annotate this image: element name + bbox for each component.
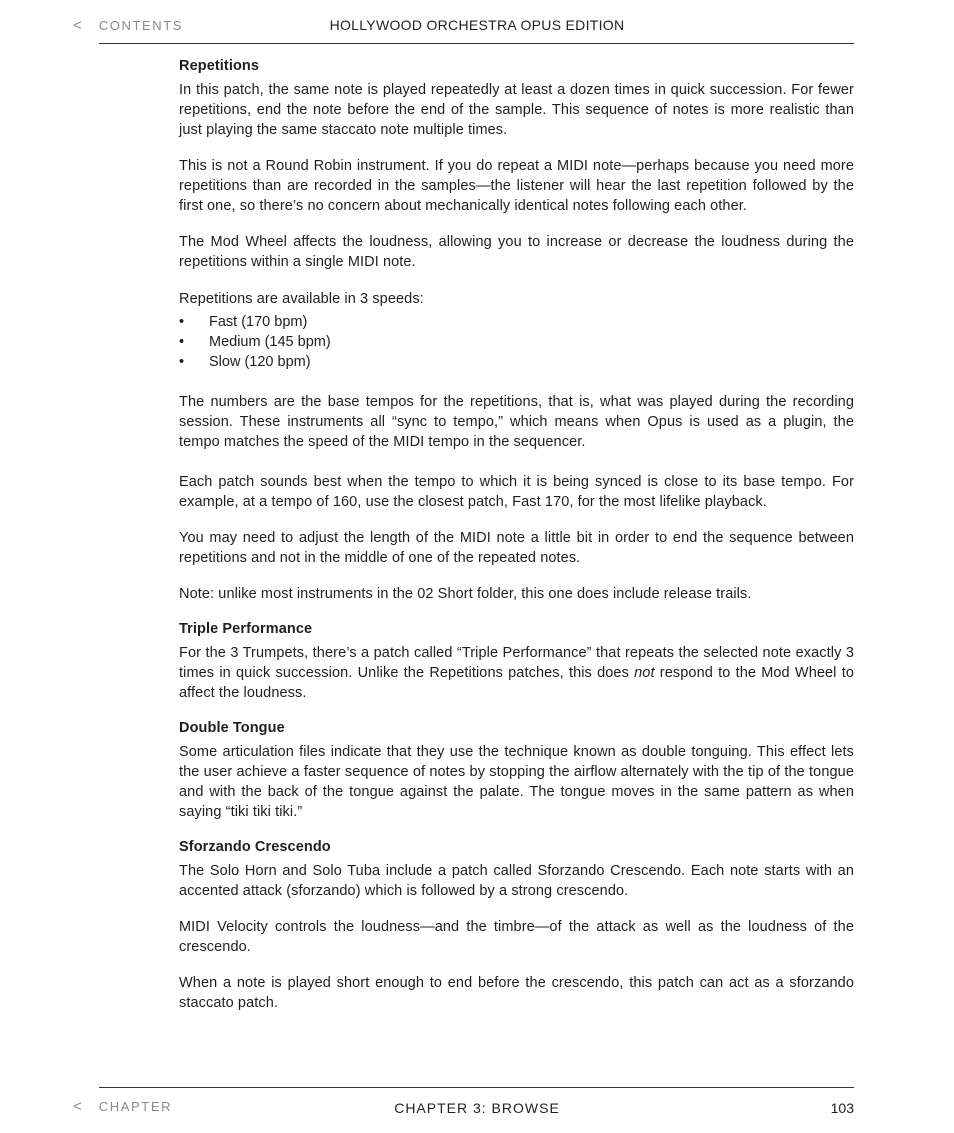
paragraph: Some articulation files indicate that they use the technique known as double tonguing. This effect lets the user achieve a faster sequence of notes by stopping the airflow alternately with the tip of the tongue and with the back of the tongue against the palate. The tongue moves in the same pattern as when saying “tiki tiki tiki.”: [179, 744, 854, 820]
paragraph: MIDI Velocity controls the loudness—and the timbre—of the attack as well as the loudness of the crescendo.: [179, 919, 854, 955]
heading-double-tongue: Double Tongue: [179, 720, 285, 736]
heading-repetitions: Repetitions: [179, 58, 260, 74]
paragraph: In this patch, the same note is played repeatedly at least a dozen times in quick succession. For fewer repetitions, end the note before the end of the sample. This sequence of notes is more realistic than just playing the same staccato note multiple times.: [179, 82, 854, 138]
page-content: [179, 57, 854, 1013]
page-number: 103: [830, 1100, 854, 1116]
chapter-label: CHAPTER: [98, 1099, 173, 1114]
paragraph: Repetitions are available in 3 speeds:: [179, 291, 424, 307]
heading-sforzando-crescendo: Sforzando Crescendo: [179, 839, 331, 855]
text-run: respond to the Mod Wheel to affect the loudness.: [179, 665, 854, 701]
chevron-left-icon: <: [73, 1098, 82, 1115]
paragraph: [179, 643, 854, 703]
paragraph: The Mod Wheel affects the loudness, allowing you to increase or decrease the loudness during the repetitions within a single MIDI note.: [179, 234, 854, 270]
footer-divider: [99, 1087, 854, 1088]
document-title: HOLLYWOOD ORCHESTRA OPUS EDITION: [329, 17, 625, 33]
paragraph: Note: unlike most instruments in the 02 Short folder, this one does include release trails.: [179, 586, 752, 602]
text-run: For the 3 Trumpets, there’s a patch called “Triple Performance” that repeats the selected note exactly 3 times in quick succession. Unlike the Repetitions patches, this does: [179, 645, 854, 681]
header-divider: [99, 43, 854, 44]
emphasis: not: [634, 665, 655, 681]
speeds-list: [179, 312, 854, 372]
list-item: • Fast (170 bpm): [179, 312, 854, 332]
list-item: • Slow (120 bpm): [179, 352, 854, 372]
paragraph: Each patch sounds best when the tempo to which it is being synced is close to its base tempo. For example, at a tempo of 160, use the closest patch, Fast 170, for the most lifelike playback.: [179, 474, 854, 510]
paragraph: The Solo Horn and Solo Tuba include a patch called Sforzando Crescendo. Each note starts with an accented attack (sforzando) which is followed by a strong crescendo.: [179, 863, 854, 899]
heading-triple-performance: Triple Performance: [179, 621, 313, 637]
footer-chapter-title: CHAPTER 3: BROWSE: [394, 1100, 560, 1116]
contents-label: CONTENTS: [98, 18, 184, 33]
paragraph: When a note is played short enough to end before the crescendo, this patch can act as a sforzando staccato patch.: [179, 975, 854, 1011]
list-item: • Medium (145 bpm): [179, 332, 854, 352]
paragraph: You may need to adjust the length of the MIDI note a little bit in order to end the sequence between repetitions and not in the middle of one of the repeated notes.: [179, 530, 854, 566]
paragraph: This is not a Round Robin instrument. If you do repeat a MIDI note—perhaps because you need more repetitions than are recorded in the samples—the listener will hear the last repetition followed by the first one, so there’s no concern about mechanically identical notes following each other.: [179, 158, 854, 214]
paragraph: The numbers are the base tempos for the repetitions, that is, what was played during the recording session. These instruments all “sync to tempo,” which means when Opus is used as a plugin, the tempo matches the speed of the MIDI tempo in the sequencer.: [179, 394, 854, 450]
chevron-left-icon: <: [73, 17, 82, 34]
